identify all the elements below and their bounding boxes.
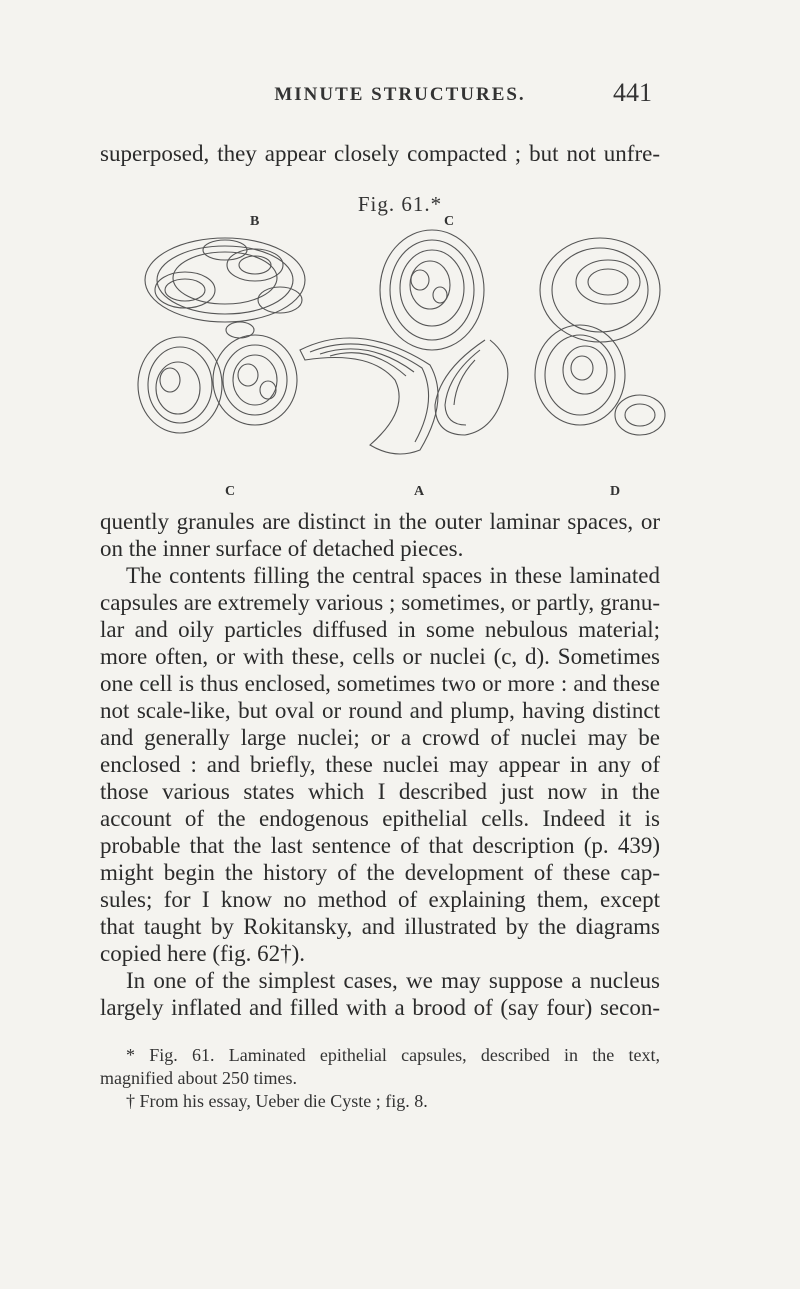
laminated-capsules-illustration <box>130 220 670 470</box>
body-line: superposed, they appear closely compacted ; but not unfre- <box>100 141 660 166</box>
body-line: and generally large nuclei; or a crowd of nuclei may be <box>100 725 660 750</box>
footnote: † From his essay, Ueber die Cyste ; fig. 8. <box>126 1091 428 1111</box>
figure-label-c-top: C <box>444 214 455 229</box>
capsule-group-d <box>535 238 665 435</box>
body-line: not scale-like, but oval or round and plump, having distinct <box>100 698 660 723</box>
running-head <box>0 78 800 114</box>
body-line: on the inner surface of detached pieces. <box>100 536 464 561</box>
figure-caption: Fig. 61.* <box>357 192 443 216</box>
body-line: account of the endogenous epithelial cells. Indeed it is <box>100 806 660 831</box>
running-title: MINUTE STRUCTURES. <box>274 84 526 105</box>
body-line: largely inflated and filled with a brood of (say four) secon- <box>100 995 660 1020</box>
body-line: quently granules are distinct in the outer laminar spaces, or <box>100 509 660 534</box>
capsule-group-c-lower <box>138 322 297 433</box>
figure-label-b: B <box>250 214 260 229</box>
body-line: capsules are extremely various ; sometimes, or partly, granu- <box>100 590 660 615</box>
body-line: In one of the simplest cases, we may suppose a nucleus <box>126 968 660 993</box>
body-line: that taught by Rokitansky, and illustrated by the diagrams <box>100 914 660 939</box>
body-line: more often, or with these, cells or nuclei (c, d). Sometimes <box>100 644 660 669</box>
capsule-group-b <box>145 238 305 322</box>
body-line: The contents filling the central spaces in these laminated <box>126 563 660 588</box>
footnote: * Fig. 61. Laminated epithelial capsules, described in the text, <box>126 1045 660 1065</box>
body-line: enclosed : and briefly, these nuclei may appear in any of <box>100 752 660 777</box>
figure-label-c-bottom: C <box>225 484 236 499</box>
body-line: one cell is thus enclosed, sometimes two or more : and these <box>100 671 660 696</box>
figure-label-a: A <box>414 484 425 499</box>
capsule-hook <box>435 340 508 435</box>
capsule-group-c-upper <box>380 230 484 350</box>
body-line: sules; for I know no method of explaining them, except <box>100 887 660 912</box>
body-line: lar and oily particles diffused in some nebulous material; <box>100 617 660 642</box>
footnote: magnified about 250 times. <box>100 1068 297 1088</box>
body-line: might begin the history of the development of these cap- <box>100 860 660 885</box>
body-line: those various states which I described just now in the <box>100 779 660 804</box>
figure-label-d: D <box>610 484 621 499</box>
body-line: copied here (fig. 62†). <box>100 941 306 966</box>
body-line: probable that the last sentence of that description (p. 439) <box>100 833 660 858</box>
capsule-group-a <box>300 338 438 454</box>
page-number: 441 <box>613 78 652 107</box>
